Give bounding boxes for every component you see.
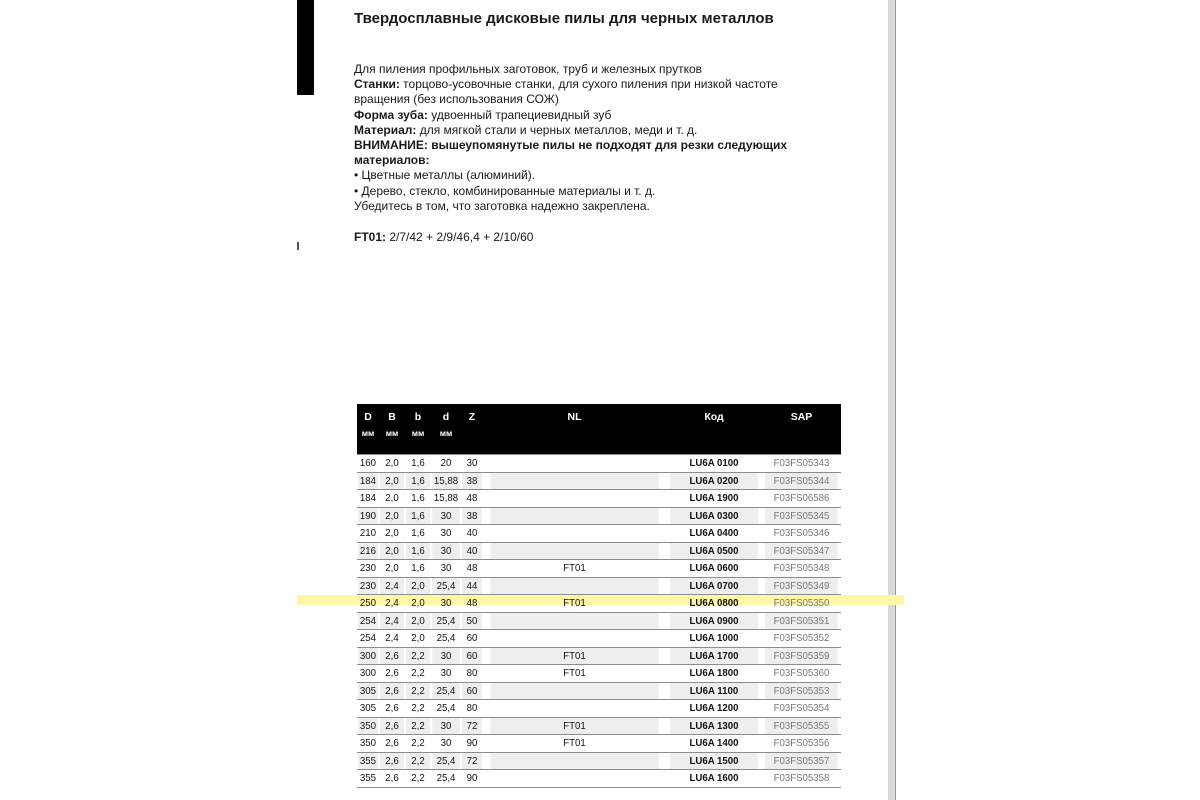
cell-B: 2,6 — [380, 665, 404, 683]
cell-d: 30 — [432, 665, 460, 683]
cell-Z: 40 — [462, 525, 482, 543]
unit-D: мм — [357, 426, 379, 455]
cell-d: 20 — [432, 455, 460, 473]
tooth-formula — [354, 230, 533, 244]
cell-sap: F03FS05353 — [765, 682, 838, 700]
cell-b: 2,0 — [406, 630, 430, 648]
cell-Z: 80 — [462, 700, 482, 718]
cell-NL — [490, 490, 658, 508]
table-header-row — [357, 404, 841, 426]
cell-D: 254 — [358, 630, 378, 648]
table-row — [357, 490, 841, 508]
cell-NL — [490, 507, 658, 525]
cell-b: 1,6 — [406, 507, 430, 525]
cell-B: 2,4 — [380, 595, 404, 613]
table-row — [357, 735, 841, 753]
cell-NL: FT01 — [490, 560, 658, 578]
unit-code — [666, 426, 762, 455]
table-row — [357, 665, 841, 683]
cell-sap: F03FS05354 — [765, 700, 838, 718]
cell-D: 254 — [358, 612, 378, 630]
cell-b: 2,2 — [406, 717, 430, 735]
intro-text: Для пиления профильных заготовок, труб и железных прутков — [354, 62, 703, 76]
cell-code: LU6A 0600 — [670, 560, 758, 578]
cell-D: 350 — [358, 717, 378, 735]
tooth-label: Форма зуба: — [354, 107, 428, 122]
cell-D: 350 — [358, 735, 378, 753]
cell-B: 2,4 — [380, 577, 404, 595]
cell-D: 216 — [358, 542, 378, 560]
cell-B: 2,0 — [380, 507, 404, 525]
cell-NL — [490, 525, 658, 543]
cell-code: LU6A 0900 — [670, 612, 758, 630]
cell-sap: F03FS05343 — [765, 455, 838, 473]
cell-B: 2,0 — [380, 560, 404, 578]
cell-sap: F03FS05350 — [765, 595, 838, 613]
table-row — [357, 542, 841, 560]
machines-text: торцово-усовочные станки, для сухого пиления при низкой частоте вращения (без использования СОЖ) — [354, 77, 778, 107]
cell-code: LU6A 1500 — [670, 752, 758, 770]
cell-B: 2,6 — [380, 735, 404, 753]
cell-D: 210 — [358, 525, 378, 543]
table-row — [357, 525, 841, 543]
unit-NL — [483, 426, 666, 455]
bullet-wood-glass: • Дерево, стекло, комбинированные материалы и т. д. — [354, 183, 656, 198]
cell-d: 30 — [432, 542, 460, 560]
cell-D: 230 — [358, 560, 378, 578]
cell-Z: 60 — [462, 682, 482, 700]
cell-d: 30 — [432, 717, 460, 735]
cell-code: LU6A 1400 — [670, 735, 758, 753]
cell-sap: F03FS05347 — [765, 542, 838, 560]
cell-B: 2,0 — [380, 525, 404, 543]
cell-Z: 90 — [462, 735, 482, 753]
cell-Z: 60 — [462, 647, 482, 665]
cell-B: 2,6 — [380, 647, 404, 665]
cell-NL — [490, 472, 658, 490]
cell-D: 305 — [358, 682, 378, 700]
cell-Z: 90 — [462, 770, 482, 788]
table-row — [357, 700, 841, 718]
cell-d: 30 — [432, 507, 460, 525]
cell-B: 2,4 — [380, 630, 404, 648]
bullet-nonferrous: • Цветные металлы (алюминий). — [354, 168, 536, 183]
cell-d: 25,4 — [432, 612, 460, 630]
cell-D: 305 — [358, 700, 378, 718]
cell-d: 30 — [432, 525, 460, 543]
cell-Z: 48 — [462, 595, 482, 613]
cell-Z: 48 — [462, 490, 482, 508]
cell-B: 2,0 — [380, 490, 404, 508]
machines-line — [354, 77, 834, 107]
cell-B: 2,6 — [380, 717, 404, 735]
col-header-Z: Z — [461, 404, 483, 426]
cell-Z: 38 — [462, 507, 482, 525]
cell-Z: 80 — [462, 665, 482, 683]
page-edge-shadow — [888, 0, 895, 800]
cell-D: 230 — [358, 577, 378, 595]
cell-NL: FT01 — [490, 735, 658, 753]
cell-code: LU6A 0400 — [670, 525, 758, 543]
table-row — [357, 560, 841, 578]
cell-sap: F03FS05346 — [765, 525, 838, 543]
cell-code: LU6A 0300 — [670, 507, 758, 525]
cell-code: LU6A 1600 — [670, 770, 758, 788]
cell-b: 2,0 — [406, 612, 430, 630]
cell-Z: 38 — [462, 472, 482, 490]
cell-NL: FT01 — [490, 665, 658, 683]
cell-B: 2,0 — [380, 542, 404, 560]
table-row — [357, 647, 841, 665]
cell-Z: 72 — [462, 752, 482, 770]
cell-code: LU6A 1800 — [670, 665, 758, 683]
unit-b: мм — [405, 426, 431, 455]
cell-D: 300 — [358, 665, 378, 683]
table-row — [357, 577, 841, 595]
col-header-code: Код — [666, 404, 762, 426]
cell-Z: 30 — [462, 455, 482, 473]
cell-b: 2,2 — [406, 770, 430, 788]
cell-sap: F03FS05360 — [765, 665, 838, 683]
cell-d: 30 — [432, 595, 460, 613]
product-description — [354, 62, 834, 214]
cell-B: 2,4 — [380, 612, 404, 630]
cell-D: 184 — [358, 490, 378, 508]
cell-b: 2,2 — [406, 665, 430, 683]
cell-code: LU6A 1000 — [670, 630, 758, 648]
cell-d: 15,88 — [432, 490, 460, 508]
material-line — [354, 123, 834, 138]
cell-NL: FT01 — [490, 717, 658, 735]
cell-sap: F03FS05349 — [765, 577, 838, 595]
cell-d: 25,4 — [432, 770, 460, 788]
table-row — [357, 682, 841, 700]
unit-B: мм — [379, 426, 405, 455]
page-edge-line — [895, 0, 896, 800]
cell-b: 2,2 — [406, 682, 430, 700]
cell-d: 30 — [432, 647, 460, 665]
cell-NL — [490, 455, 658, 473]
cell-D: 250 — [358, 595, 378, 613]
unit-Z — [461, 426, 483, 455]
cell-B: 2,0 — [380, 455, 404, 473]
cell-D: 184 — [358, 472, 378, 490]
table-units-row — [357, 426, 841, 455]
col-header-b: b — [405, 404, 431, 426]
cell-D: 355 — [358, 752, 378, 770]
warning-text: ВНИМАНИЕ: вышеупомянутые пилы не подходят для резки следующих материалов: — [354, 138, 787, 168]
cell-NL — [490, 700, 658, 718]
unit-sap — [762, 426, 841, 455]
cell-sap: F03FS05344 — [765, 472, 838, 490]
table-row — [357, 630, 841, 648]
cell-d: 25,4 — [432, 752, 460, 770]
cell-b: 1,6 — [406, 525, 430, 543]
cell-B: 2,6 — [380, 700, 404, 718]
cell-sap: F03FS05359 — [765, 647, 838, 665]
cell-NL — [490, 630, 658, 648]
cell-sap: F03FS05345 — [765, 507, 838, 525]
col-header-d: d — [431, 404, 461, 426]
cell-sap: F03FS05351 — [765, 612, 838, 630]
cell-Z: 44 — [462, 577, 482, 595]
cell-code: LU6A 0100 — [670, 455, 758, 473]
cell-sap: F03FS05356 — [765, 735, 838, 753]
cell-NL — [490, 682, 658, 700]
cell-sap: F03FS05355 — [765, 717, 838, 735]
cell-code: LU6A 1900 — [670, 490, 758, 508]
cell-code: LU6A 0800 — [670, 595, 758, 613]
cell-b: 2,2 — [406, 752, 430, 770]
cell-d: 25,4 — [432, 630, 460, 648]
margin-mark — [297, 242, 299, 250]
cell-b: 1,6 — [406, 490, 430, 508]
table-row — [357, 717, 841, 735]
cell-code: LU6A 0200 — [670, 472, 758, 490]
cell-b: 1,6 — [406, 472, 430, 490]
cell-NL: FT01 — [490, 595, 658, 613]
col-header-sap: SAP — [762, 404, 841, 426]
cell-sap: F03FS05358 — [765, 770, 838, 788]
formula-label: FT01: — [354, 230, 387, 244]
cell-sap: F03FS05348 — [765, 560, 838, 578]
formula-value: 2/7/42 + 2/9/46,4 + 2/10/60 — [386, 230, 534, 244]
table-row — [357, 612, 841, 630]
table-row — [357, 472, 841, 490]
cell-D: 300 — [358, 647, 378, 665]
cell-D: 190 — [358, 507, 378, 525]
cell-B: 2,0 — [380, 472, 404, 490]
cell-B: 2,6 — [380, 770, 404, 788]
cell-NL — [490, 542, 658, 560]
table-row — [357, 770, 841, 788]
cell-NL — [490, 612, 658, 630]
cell-D: 355 — [358, 770, 378, 788]
table-row — [357, 595, 841, 613]
material-label: Материал: — [354, 122, 417, 137]
cell-b: 2,2 — [406, 700, 430, 718]
machines-label: Станки: — [354, 77, 400, 92]
cell-code: LU6A 1200 — [670, 700, 758, 718]
cell-d: 30 — [432, 560, 460, 578]
cell-code: LU6A 1300 — [670, 717, 758, 735]
cell-b: 1,6 — [406, 542, 430, 560]
cell-Z: 72 — [462, 717, 482, 735]
cell-d: 25,4 — [432, 577, 460, 595]
cell-Z: 60 — [462, 630, 482, 648]
cell-NL — [490, 577, 658, 595]
cell-sap: F03FS06586 — [765, 490, 838, 508]
cell-code: LU6A 1700 — [670, 647, 758, 665]
section-tab-marker — [297, 0, 314, 95]
cell-d: 25,4 — [432, 682, 460, 700]
cell-D: 160 — [358, 455, 378, 473]
tooth-line — [354, 108, 834, 123]
cell-sap: F03FS05357 — [765, 752, 838, 770]
cell-b: 2,2 — [406, 647, 430, 665]
cell-NL: FT01 — [490, 647, 658, 665]
tooth-text: удвоенный трапециевидный зуб — [427, 107, 612, 122]
cell-code: LU6A 1100 — [670, 682, 758, 700]
cell-code: LU6A 0500 — [670, 542, 758, 560]
cell-b: 2,0 — [406, 595, 430, 613]
col-header-B: B — [379, 404, 405, 426]
cell-B: 2,6 — [380, 752, 404, 770]
col-header-D: D — [357, 404, 379, 426]
cell-b: 2,2 — [406, 735, 430, 753]
cell-Z: 48 — [462, 560, 482, 578]
cell-NL — [490, 770, 658, 788]
cell-d: 30 — [432, 735, 460, 753]
cell-d: 25,4 — [432, 700, 460, 718]
material-text: для мягкой стали и черных металлов, меди и т. д. — [416, 122, 698, 137]
cell-Z: 50 — [462, 612, 482, 630]
col-header-NL: NL — [483, 404, 666, 426]
secure-note: Убедитесь в том, что заготовка надежно закреплена. — [354, 198, 650, 213]
cell-sap: F03FS05352 — [765, 630, 838, 648]
cell-b: 1,6 — [406, 455, 430, 473]
table-body — [357, 455, 841, 788]
cell-NL — [490, 752, 658, 770]
specs-table — [357, 404, 841, 788]
cell-d: 15,88 — [432, 472, 460, 490]
table-row — [357, 752, 841, 770]
page-title: Твердосплавные дисковые пилы для черных металлов — [354, 10, 774, 27]
unit-d: мм — [431, 426, 461, 455]
table-row — [357, 507, 841, 525]
cell-b: 1,6 — [406, 560, 430, 578]
cell-b: 2,0 — [406, 577, 430, 595]
cell-code: LU6A 0700 — [670, 577, 758, 595]
table-row — [357, 455, 841, 473]
cell-Z: 40 — [462, 542, 482, 560]
cell-B: 2,6 — [380, 682, 404, 700]
